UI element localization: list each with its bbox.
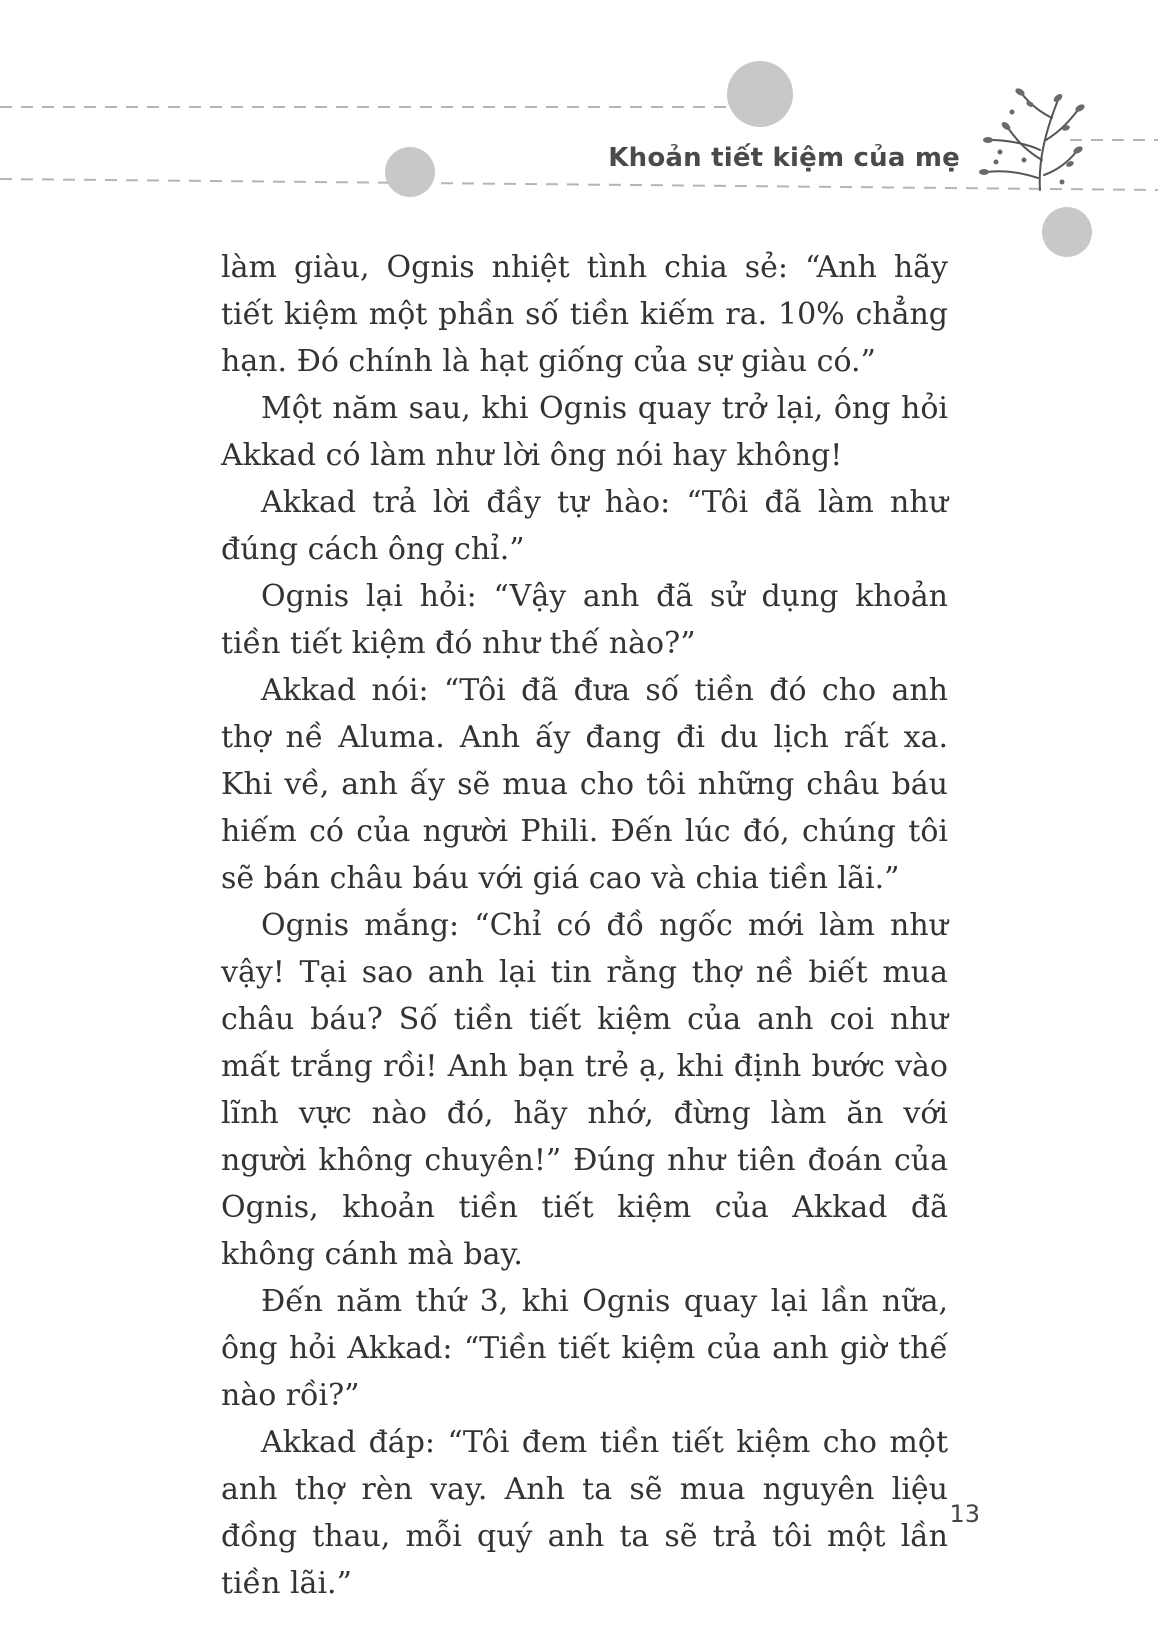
- running-header-title: Khoản tiết kiệm của mẹ: [608, 143, 960, 173]
- dashed-line-bottom: [0, 179, 1158, 190]
- paragraph-2: Một năm sau, khi Ognis quay trở lại, ông hỏi Akkad có làm như lời ông nói hay không!: [221, 391, 948, 473]
- paragraph-4: Ognis lại hỏi: “Vậy anh đã sử dụng khoản tiền tiết kiệm đó như thế nào?”: [221, 579, 948, 661]
- paragraph-6: Ognis mắng: “Chỉ có đồ ngốc mới làm như vậy! Tại sao anh lại tin rằng thợ nề biết mua châu báu? Số tiền tiết kiệm của anh coi như mất trắng rồi! Anh bạn trẻ ạ, khi định bước vào lĩnh vực nào đó, hãy nhớ, đừng làm ăn với người không chuyên!” Đúng như tiên đoán của Ognis, khoản tiền tiết kiệm của Akkad đã không cánh mà bay.: [221, 908, 948, 1272]
- paragraph-5: Akkad nói: “Tôi đã đưa số tiền đó cho anh thợ nề Aluma. Anh ấy đang đi du lịch rất xa. Khi về, anh ấy sẽ mua cho tôi những châu báu hiếm có của người Phili. Đến lúc đó, chúng tôi sẽ bán châu báu với giá cao và chia tiền lãi.”: [221, 673, 948, 896]
- decorative-circle-right: [1042, 207, 1092, 257]
- page-number: 13: [949, 1500, 980, 1528]
- paragraph-1: làm giàu, Ognis nhiệt tình chia sẻ: “Anh hãy tiết kiệm một phần số tiền kiếm ra. 10% chẳng hạn. Đó chính là hạt giống của sự giàu có.”: [221, 250, 948, 379]
- paragraph-3: Akkad trả lời đầy tự hào: “Tôi đã làm như đúng cách ông chỉ.”: [221, 485, 948, 567]
- decorative-circle-large: [727, 61, 793, 127]
- branch-icon: [986, 94, 1078, 190]
- paragraph-7: Đến năm thứ 3, khi Ognis quay lại lần nữa, ông hỏi Akkad: “Tiền tiết kiệm của anh giờ thế nào rồi?”: [221, 1284, 948, 1413]
- leaf-icons: [979, 87, 1086, 185]
- header-decoration: [0, 0, 1158, 260]
- body-text: [221, 244, 948, 1607]
- paragraph-8: Akkad đáp: “Tôi đem tiền tiết kiệm cho một anh thợ rèn vay. Anh ta sẽ mua nguyên liệu đồng thau, mỗi quý anh ta sẽ trả tôi một lần tiền lãi.”: [221, 1425, 948, 1601]
- decorative-circle-left: [385, 147, 435, 197]
